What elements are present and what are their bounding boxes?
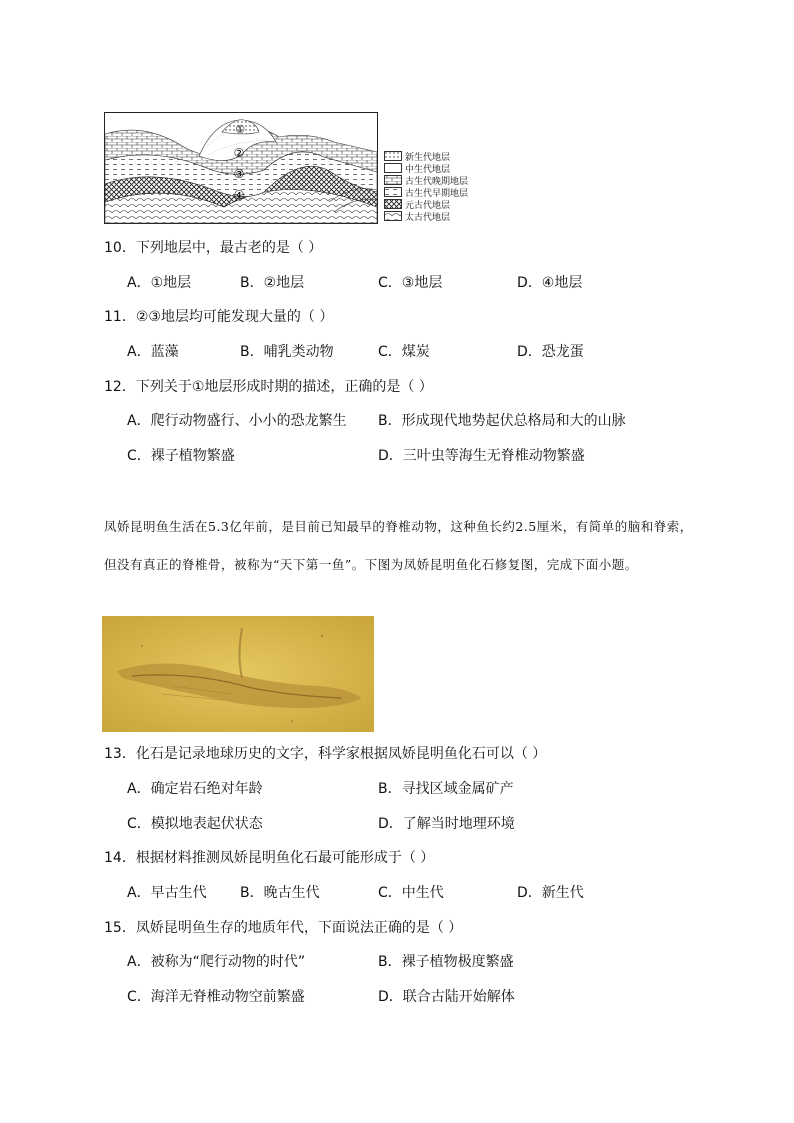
- legend-label: 古生代晚期地层: [405, 176, 469, 187]
- q14-option-a[interactable]: A．早古生代: [127, 885, 207, 901]
- question-10: 10．下列地层中，最古老的是（ ）: [104, 240, 323, 256]
- legend-label: 中生代地层: [405, 164, 451, 175]
- q12-option-b[interactable]: B．形成现代地势起伏总格局和大的山脉: [378, 413, 626, 429]
- question-11: 11．②③地层均可能发现大量的（ ）: [104, 309, 334, 325]
- layer-label-1: ①: [235, 123, 245, 136]
- layer-label-4: ④: [233, 188, 245, 202]
- legend-item-archaean: [384, 210, 450, 222]
- q11-option-b[interactable]: B．哺乳类动物: [240, 344, 334, 360]
- legend-label: 元古代地层: [405, 200, 451, 211]
- question-12: 12．下列关于①地层形成时期的描述，正确的是（ ）: [104, 379, 433, 395]
- q10-option-c[interactable]: C．③地层: [378, 275, 443, 291]
- strata-legend: [384, 150, 494, 224]
- fossil-photo: [102, 616, 374, 732]
- q13-option-b[interactable]: B．寻找区域金属矿产: [378, 781, 514, 797]
- q14-option-b[interactable]: B．晚古生代: [240, 885, 320, 901]
- legend-label: 古生代早期地层: [405, 188, 469, 199]
- q15-option-c[interactable]: C．海洋无脊椎动物空前繁盛: [127, 989, 305, 1005]
- q11-option-d[interactable]: D．恐龙蛋: [517, 344, 584, 360]
- q15-option-b[interactable]: B．裸子植物极度繁盛: [378, 954, 514, 970]
- layer-label-3: ③: [233, 167, 245, 181]
- q12-option-d[interactable]: D．三叶虫等海生无脊椎动物繁盛: [378, 448, 585, 464]
- q12-option-c[interactable]: C．裸子植物繁盛: [127, 448, 235, 464]
- q13-option-a[interactable]: A．确定岩石绝对年龄: [127, 781, 263, 797]
- question-15: 15．凤娇昆明鱼生存的地质年代，下面说法正确的是（ ）: [104, 920, 463, 936]
- q10-option-d[interactable]: D．④地层: [517, 275, 583, 291]
- q12-option-a[interactable]: A．爬行动物盛行、小小的恐龙繁生: [127, 413, 347, 429]
- question-13: 13．化石是记录地球历史的文字，科学家根据凤娇昆明鱼化石可以（ ）: [104, 746, 547, 762]
- legend-item-cenozoic: [384, 150, 450, 162]
- q10-option-a[interactable]: A．①地层: [127, 275, 192, 291]
- legend-label: 新生代地层: [405, 152, 451, 163]
- q14-option-d[interactable]: D．新生代: [517, 885, 584, 901]
- q13-option-c[interactable]: C．模拟地表起伏状态: [127, 816, 263, 832]
- q14-option-c[interactable]: C．中生代: [378, 885, 444, 901]
- layer-label-2: ②: [233, 146, 245, 160]
- legend-item-proterozoic: [384, 198, 450, 210]
- strata-cross-section-diagram: [104, 112, 378, 224]
- q13-option-d[interactable]: D．了解当时地理环境: [378, 816, 515, 832]
- legend-item-late-paleozoic: [384, 174, 468, 186]
- legend-item-mesozoic: [384, 162, 450, 174]
- q11-option-c[interactable]: C．煤炭: [378, 344, 430, 360]
- q10-option-b[interactable]: B．②地层: [240, 275, 305, 291]
- material-passage: 凤娇昆明鱼生活在5.3亿年前，是目前已知最早的脊椎动物，这种鱼长约2.5厘米，有简单的脑和脊索，但没有真正的脊椎骨，被称为“天下第一鱼”。下图为凤娇昆明鱼化石修复图，完成下面小题。: [104, 519, 693, 572]
- q15-option-a[interactable]: A．被称为“爬行动物的时代”: [127, 954, 306, 970]
- legend-item-early-paleozoic: [384, 186, 468, 198]
- q11-option-a[interactable]: A．蓝藻: [127, 344, 179, 360]
- q15-option-d[interactable]: D．联合古陆开始解体: [378, 989, 515, 1005]
- legend-label: 太古代地层: [405, 212, 451, 223]
- question-14: 14．根据材料推测凤娇昆明鱼化石最可能形成于（ ）: [104, 850, 435, 866]
